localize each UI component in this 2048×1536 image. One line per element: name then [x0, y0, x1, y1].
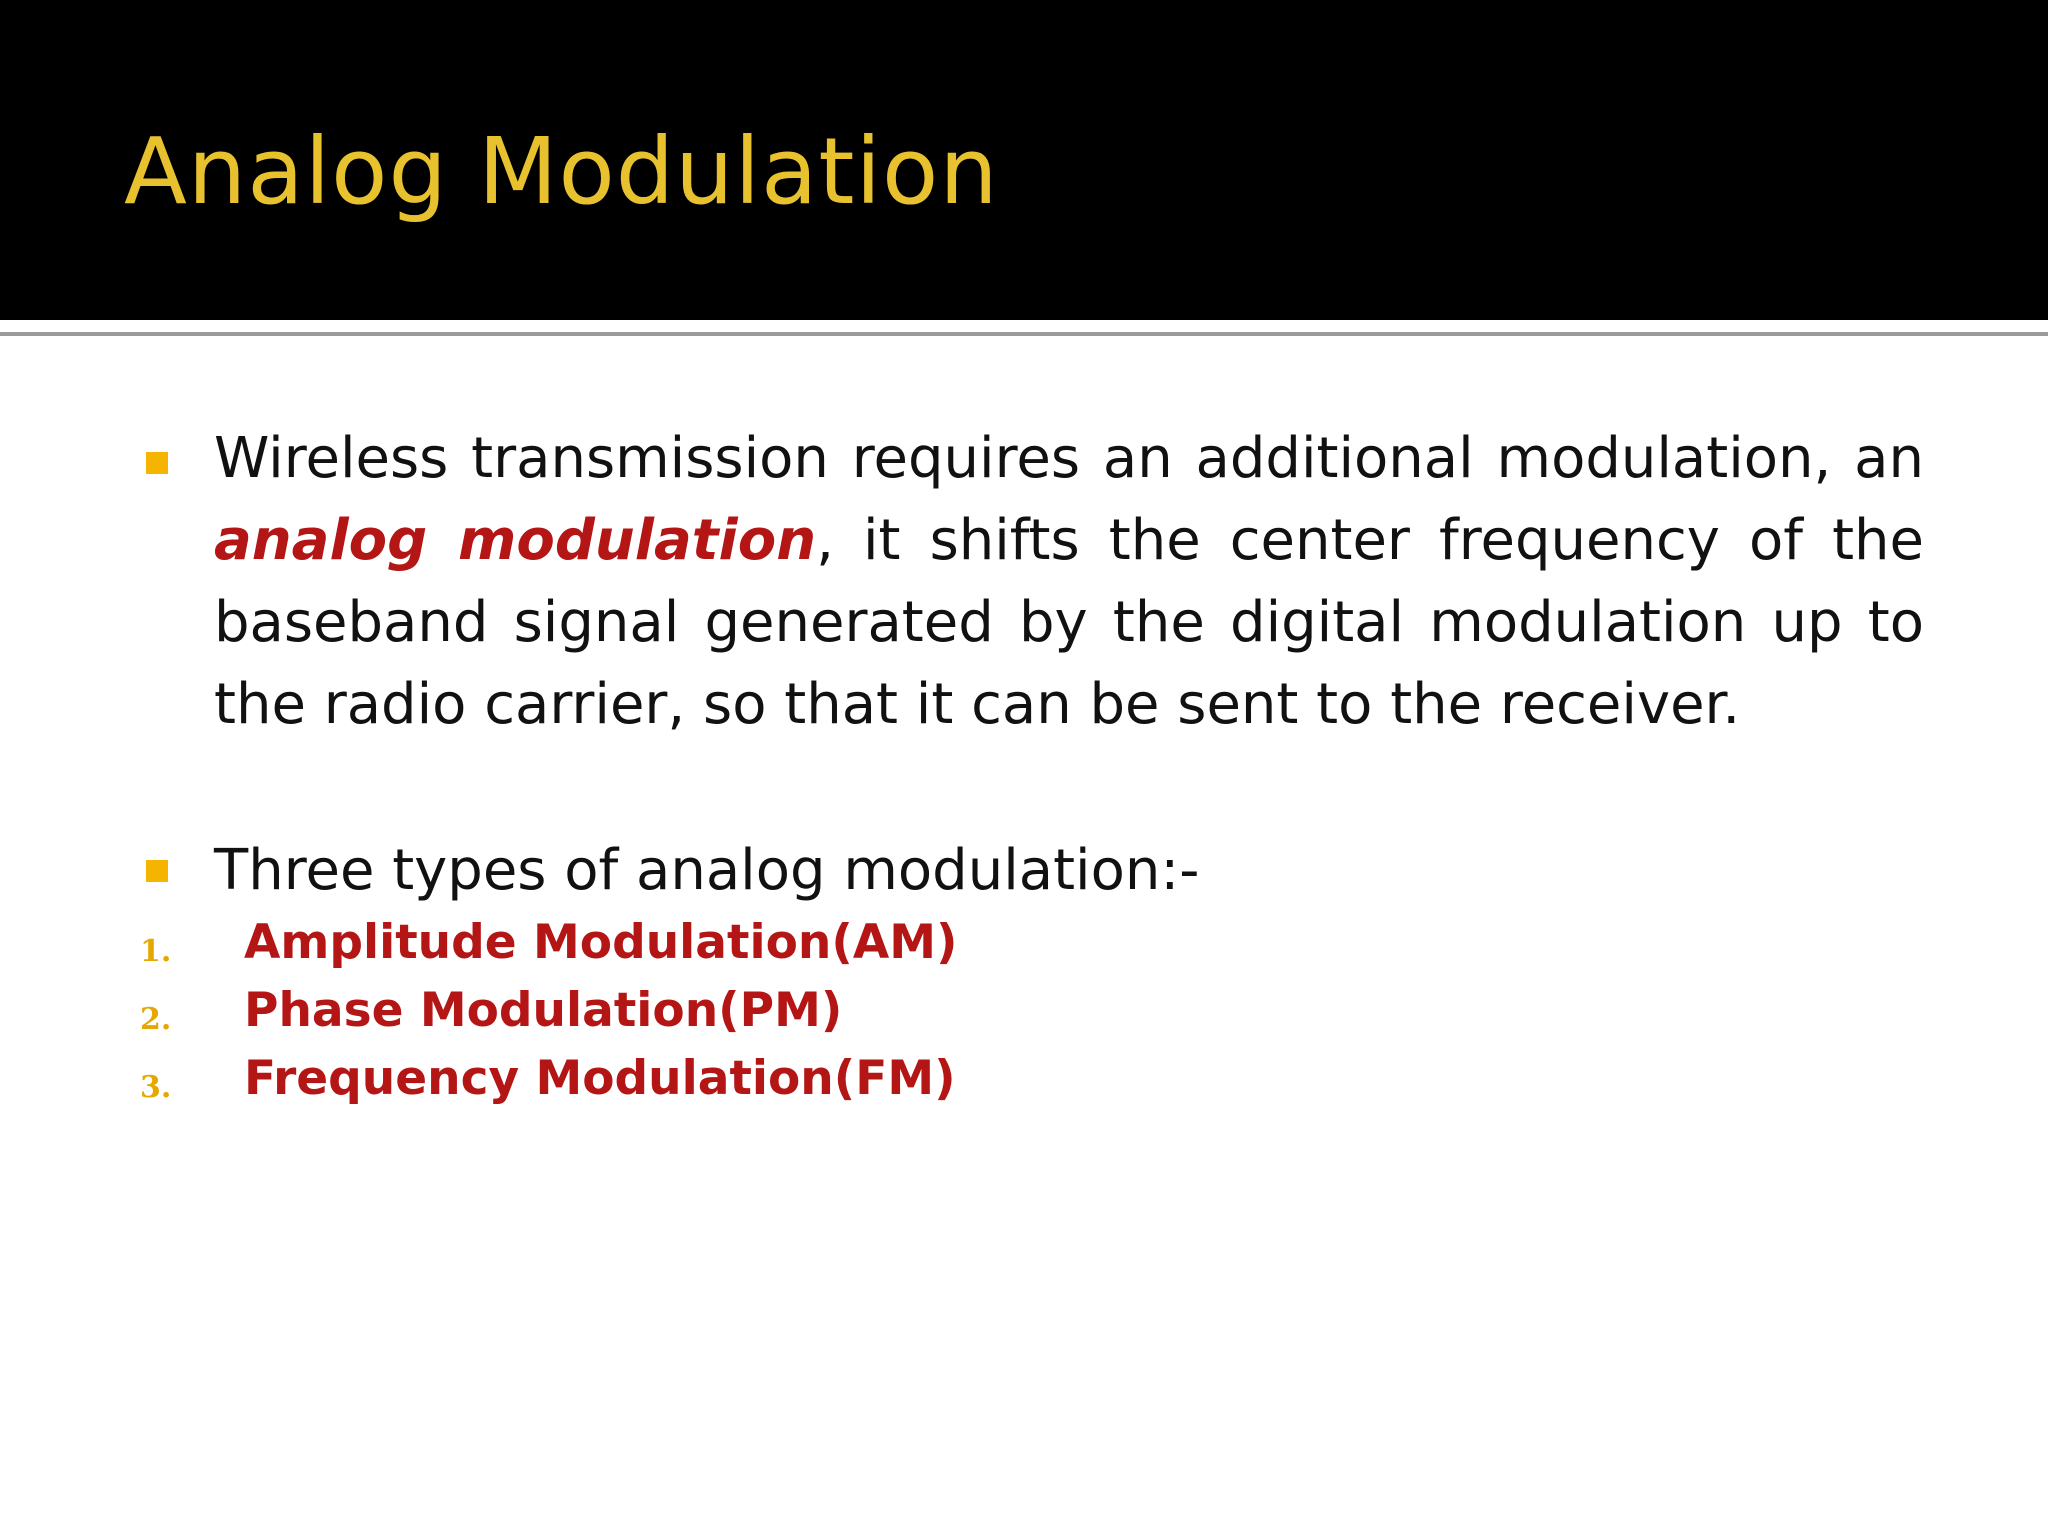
bullet-paragraph-1 — [214, 418, 1924, 746]
title-bar — [0, 0, 2048, 320]
paragraph-text-before: Wireless transmission requires an additional modulation, an — [214, 426, 1924, 491]
emphasis-analog-modulation: analog modulation — [214, 508, 817, 573]
bullet-square-icon — [146, 452, 168, 474]
bullet-square-icon — [146, 860, 168, 882]
list-number: 1. — [140, 934, 172, 969]
list-number: 2. — [140, 1002, 172, 1037]
slide-title: Analog Modulation — [124, 118, 999, 225]
list-number: 3. — [140, 1070, 172, 1105]
title-divider — [0, 332, 2048, 336]
bullet-paragraph-2: Three types of analog modulation:- — [214, 838, 1200, 903]
list-item-amplitude-modulation: Amplitude Modulation(AM) — [244, 915, 958, 970]
list-item-frequency-modulation: Frequency Modulation(FM) — [244, 1051, 956, 1106]
list-item-phase-modulation: Phase Modulation(PM) — [244, 983, 843, 1038]
paragraph-text-after: , it shifts the center frequency of the baseband signal generated by the digital modulation up to the radio carrier, so that it can be sent to the receiver. — [214, 508, 1924, 737]
